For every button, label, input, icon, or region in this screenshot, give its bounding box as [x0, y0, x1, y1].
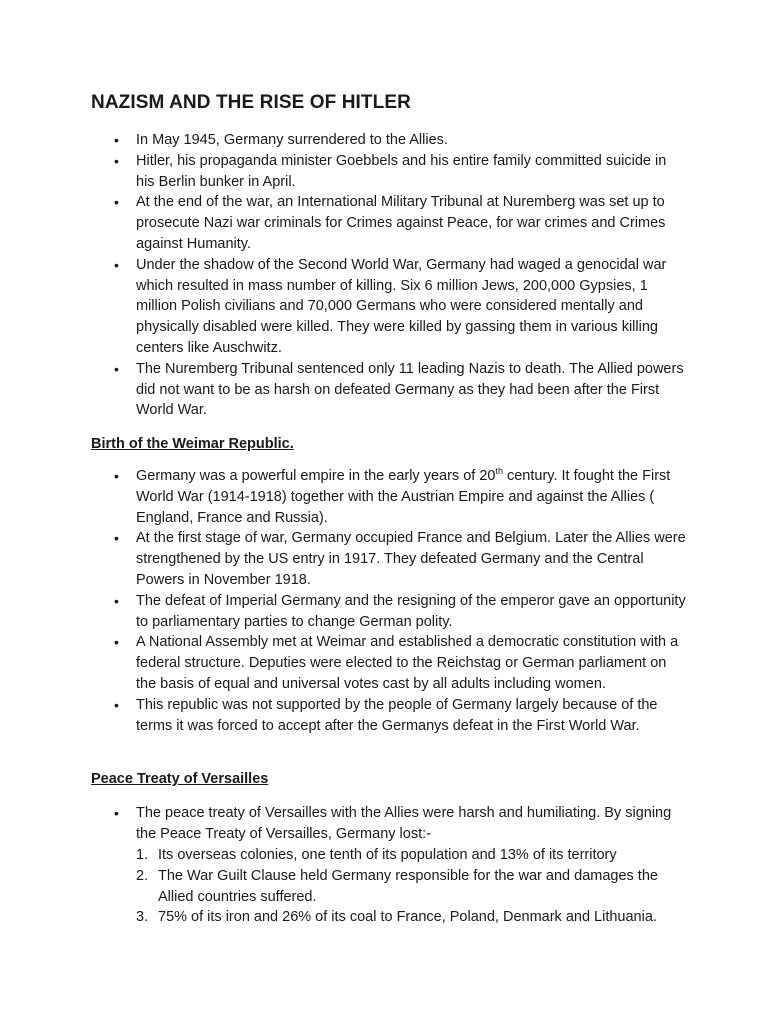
bullet-icon: • — [114, 634, 119, 651]
numbered-item: 2. The War Guilt Clause held Germany responsible for the war and damages the Allied countries suffered. — [136, 867, 658, 905]
bullet-icon: • — [114, 194, 119, 211]
list-item: • The peace treaty of Versailles with the Allies were harsh and humiliating. By signing the Peace Treaty of Versailles, Germany lost:- — [114, 805, 672, 842]
list-item: • At the end of the war, an International Military Tribunal at Nuremberg was set up to prosecute Nazi war criminals for Crimes against Peace, for war crimes and Crimes against Humanity. — [114, 194, 666, 252]
bullet-icon: • — [114, 696, 119, 713]
superscript-th: th — [495, 466, 503, 477]
document-title: NAZISM AND THE RISE OF HITLER — [91, 92, 411, 113]
bullet-icon: • — [114, 468, 119, 484]
list-item: • Germany was a powerful empire in the early years of 20th century. It fought the First World War (1914-1918) together with the Austrian Empire and against the Allies ( England, France and Russia). — [114, 466, 671, 526]
list-item: • At the first stage of war, Germany occupied France and Belgium. Later the Allies were strengthened by the US entry in 1917. They defeated Germany and the Central Powers in November 1918. — [114, 530, 686, 588]
numbered-item: 3. 75% of its iron and 26% of its coal to France, Poland, Denmark and Lithuania. — [136, 909, 657, 926]
bullet-icon: • — [114, 805, 119, 821]
list-item: • Hitler, his propaganda minister Goebbels and his entire family committed suicide in his Berlin bunker in April. — [114, 152, 667, 190]
bullet-icon: • — [114, 152, 119, 169]
numbered-item: 1. Its overseas colonies, one tenth of its population and 13% of its territory — [136, 847, 617, 863]
list-item: • A National Assembly met at Weimar and established a democratic constitution with a federal structure. Deputies were elected to the Reichstag or German parliament on the basis of equal and universal votes cast by all adults including women. — [114, 634, 679, 692]
list-item: • The Nuremberg Tribunal sentenced only 11 leading Nazis to death. The Allied powers did not want to be as harsh on defeated Germany as they had been after the First World War. — [114, 360, 684, 419]
list-item: • This republic was not supported by the people of Germany largely because of the terms it was forced to accept after the Germanys defeat in the First World War. — [114, 696, 658, 734]
section-heading-weimar: Birth of the Weimar Republic. — [91, 436, 294, 452]
section3-bullet-list — [0, 803, 768, 845]
bullet-icon: • — [114, 256, 119, 273]
section2-bullet-list — [0, 466, 768, 736]
list-item: • Under the shadow of the Second World War, Germany had waged a genocidal war which resulted in mass number of killing. Six 6 million Jews, 200,000 Gypsies, 1 million Polish civilians and 70,000 Germans who were considered mentally and physically disabled were killed. They were killed by gassing them in various killing centers like Auschwitz. — [114, 256, 667, 356]
list-item: • The defeat of Imperial Germany and the resigning of the emperor gave an opportunity to parliamentary parties to change German polity. — [114, 592, 686, 630]
bullet-icon: • — [114, 132, 119, 148]
section1-bullet-list — [0, 130, 768, 421]
list-item: • In May 1945, Germany surrendered to the Allies. — [0, 130, 768, 151]
versailles-loss-list — [136, 845, 688, 928]
section-heading-versailles: Peace Treaty of Versailles — [91, 771, 269, 787]
bullet-icon: • — [114, 530, 119, 547]
bullet-icon: • — [114, 360, 119, 377]
bullet-icon: • — [114, 592, 119, 609]
